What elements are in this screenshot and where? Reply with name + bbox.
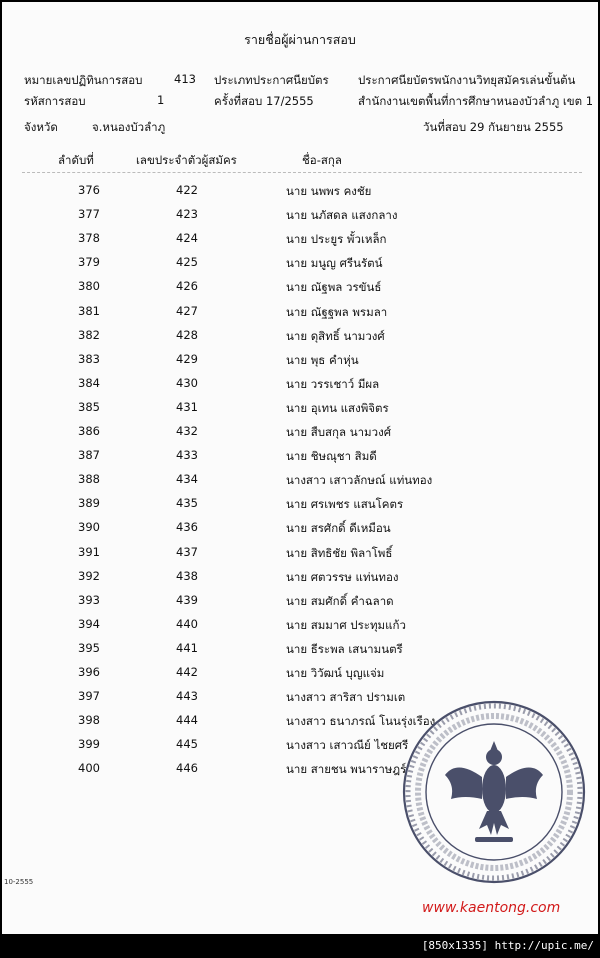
row-number: 391 <box>78 544 100 559</box>
applicant-name: นาย ศรเพชร แสนโคตร <box>286 497 404 512</box>
table-row <box>2 373 598 393</box>
table-row <box>2 566 598 586</box>
row-number: 380 <box>78 279 100 294</box>
applicant-id: 433 <box>176 448 198 463</box>
row-number: 384 <box>78 375 100 390</box>
applicant-id: 442 <box>176 665 198 679</box>
row-number: 389 <box>78 496 100 511</box>
applicant-id: 422 <box>176 183 198 197</box>
applicant-name: นาย สมศักดิ์ คำฉลาด <box>286 593 394 608</box>
row-number: 388 <box>78 472 100 487</box>
row-number: 393 <box>78 592 100 607</box>
applicant-id: 440 <box>176 616 198 631</box>
applicant-name: นางสาว สาริสา ปรามเต <box>286 690 406 705</box>
applicant-id: 441 <box>176 640 198 655</box>
row-number: 377 <box>78 207 100 222</box>
row-number: 392 <box>78 568 100 583</box>
applicant-id: 446 <box>176 761 198 776</box>
applicant-id: 431 <box>176 399 198 414</box>
province-label: จังหวัด <box>24 120 58 134</box>
table-row <box>2 662 598 682</box>
footer-source: [850x1335] http://upic.me/ <box>421 939 594 952</box>
row-number: 383 <box>78 351 100 366</box>
applicant-id: 438 <box>176 568 198 583</box>
row-number: 397 <box>78 689 100 704</box>
applicant-id: 424 <box>176 231 198 246</box>
exam-date: วันที่สอบ 29 กันยายน 2555 <box>423 120 564 134</box>
row-number: 382 <box>78 327 100 342</box>
applicant-id: 432 <box>176 424 198 438</box>
applicant-name: นาย ประยูร พั้วเหล็ก <box>286 232 387 247</box>
applicant-id: 423 <box>176 207 198 222</box>
applicant-name: นาย ธีระพล เสนามนตรี <box>286 641 403 656</box>
applicant-id: 429 <box>176 351 198 366</box>
watermark-text: www.kaentong.com <box>422 900 561 916</box>
table-row <box>2 445 598 465</box>
row-number: 386 <box>78 424 100 438</box>
table-row <box>2 614 598 634</box>
applicant-name: นาย สายชน พนาราษฎร์ <box>286 762 407 777</box>
applicant-id: 437 <box>176 544 198 559</box>
applicant-id: 427 <box>176 303 198 318</box>
applicant-id: 445 <box>176 737 198 752</box>
applicant-name: นาย ศตวรรษ แท่นทอง <box>286 569 399 584</box>
header-divider <box>22 172 582 173</box>
applicant-id: 436 <box>176 520 198 535</box>
row-number: 399 <box>78 737 100 752</box>
applicant-id: 444 <box>176 713 198 728</box>
document-page <box>2 2 598 934</box>
table-row <box>2 590 598 610</box>
applicant-name: นาย มนูญ ศรีนรัตน์ <box>286 256 383 271</box>
table-row <box>2 397 598 417</box>
schedule-label: หมายเลขปฏิทินการสอบ <box>24 73 143 87</box>
row-number: 400 <box>78 761 100 776</box>
side-mark: 10-2555 <box>4 878 34 886</box>
applicant-name: นาย วรรเชาว์ มีผล <box>286 376 380 391</box>
table-row <box>2 349 598 369</box>
applicant-name: นาย พุธ คำหุ่น <box>286 352 359 367</box>
row-number: 387 <box>78 448 100 463</box>
schedule-value: 413 <box>174 72 196 86</box>
row-number: 396 <box>78 665 100 679</box>
row-number: 381 <box>78 303 100 318</box>
applicant-name: นาย วิวัฒน์ บุญแจ่ม <box>286 666 385 680</box>
garuda-seal-icon <box>399 697 589 887</box>
header-number: ลำดับที่ <box>58 153 94 167</box>
applicant-id: 443 <box>176 689 198 704</box>
row-number: 395 <box>78 640 100 655</box>
applicant-id: 430 <box>176 375 198 390</box>
applicant-name: นาย สรศักดิ์ ดีเหมือน <box>286 521 391 536</box>
applicant-name: นางสาว เสาวณีย์ ไชยศรี <box>286 738 409 753</box>
applicant-name: นาย สืบสกุล นามวงศ์ <box>286 425 391 439</box>
header-applicant-id: เลขประจำตัวผู้สมัคร <box>136 153 237 167</box>
table-row <box>2 421 598 441</box>
applicant-name: นาย ณัฐพล วรขันธ์ <box>286 280 382 295</box>
table-row <box>2 325 598 345</box>
applicant-id: 428 <box>176 327 198 342</box>
province-value: จ.หนองบัวลำภู <box>92 120 166 134</box>
applicant-id: 439 <box>176 592 198 607</box>
applicant-id: 434 <box>176 472 198 487</box>
table-row <box>2 469 598 489</box>
table-row <box>2 493 598 513</box>
exam-code-label: รหัสการสอบ <box>24 94 86 108</box>
exam-round: ครั้งที่สอบ 17/2555 <box>214 94 314 108</box>
row-number: 398 <box>78 713 100 728</box>
applicant-name: นางสาว ธนาภรณ์ โนนรุ่งเรือง <box>286 714 436 729</box>
row-number: 394 <box>78 616 100 631</box>
row-number: 379 <box>78 255 100 270</box>
applicant-name: นาย สิทธิชัย พิลาโพธิ์ <box>286 545 393 560</box>
table-row <box>2 180 598 200</box>
applicant-name: นาย ดุสิทธิ์ นามวงศ์ <box>286 328 385 343</box>
applicant-id: 426 <box>176 279 198 294</box>
applicant-name: นาย ชิษณุชา สิมดี <box>286 449 377 464</box>
table-row <box>2 276 598 296</box>
row-number: 385 <box>78 399 100 414</box>
applicant-id: 435 <box>176 496 198 511</box>
applicant-name: นาย นภัสดล แสงกลาง <box>286 208 398 223</box>
table-row <box>2 301 598 321</box>
applicant-name: นาย อุเทน แสงพิจิตร <box>286 400 389 415</box>
header-fullname: ชื่อ-สกุล <box>302 153 342 167</box>
table-row <box>2 638 598 658</box>
applicant-name: นางสาว เสาวลักษณ์ แท่นทอง <box>286 473 433 488</box>
row-number: 376 <box>78 183 100 197</box>
table-row <box>2 517 598 537</box>
applicant-id: 425 <box>176 255 198 270</box>
applicant-name: นาย สมมาศ ประทุมแก้ว <box>286 617 406 632</box>
office: สำนักงานเขตพื้นที่การศึกษาหนองบัวลำภู เขต 1 <box>358 94 594 108</box>
row-number: 378 <box>78 231 100 246</box>
table-row <box>2 542 598 562</box>
table-row <box>2 228 598 248</box>
applicant-name: นาย ณัฐฐพล พรมลา <box>286 304 388 319</box>
exam-code-value: 1 <box>157 93 165 107</box>
applicant-name: นาย นพพร คงชัย <box>286 184 372 198</box>
document-title: รายชื่อผู้ผ่านการสอบ <box>244 32 356 47</box>
row-number: 390 <box>78 520 100 535</box>
certificate-type: ประเภทประกาศนียบัตร <box>214 73 329 87</box>
table-row <box>2 204 598 224</box>
certificate-name: ประกาศนียบัตรพนักงานวิทยุสมัครเล่นขั้นต้น <box>358 73 576 87</box>
table-row <box>2 252 598 272</box>
